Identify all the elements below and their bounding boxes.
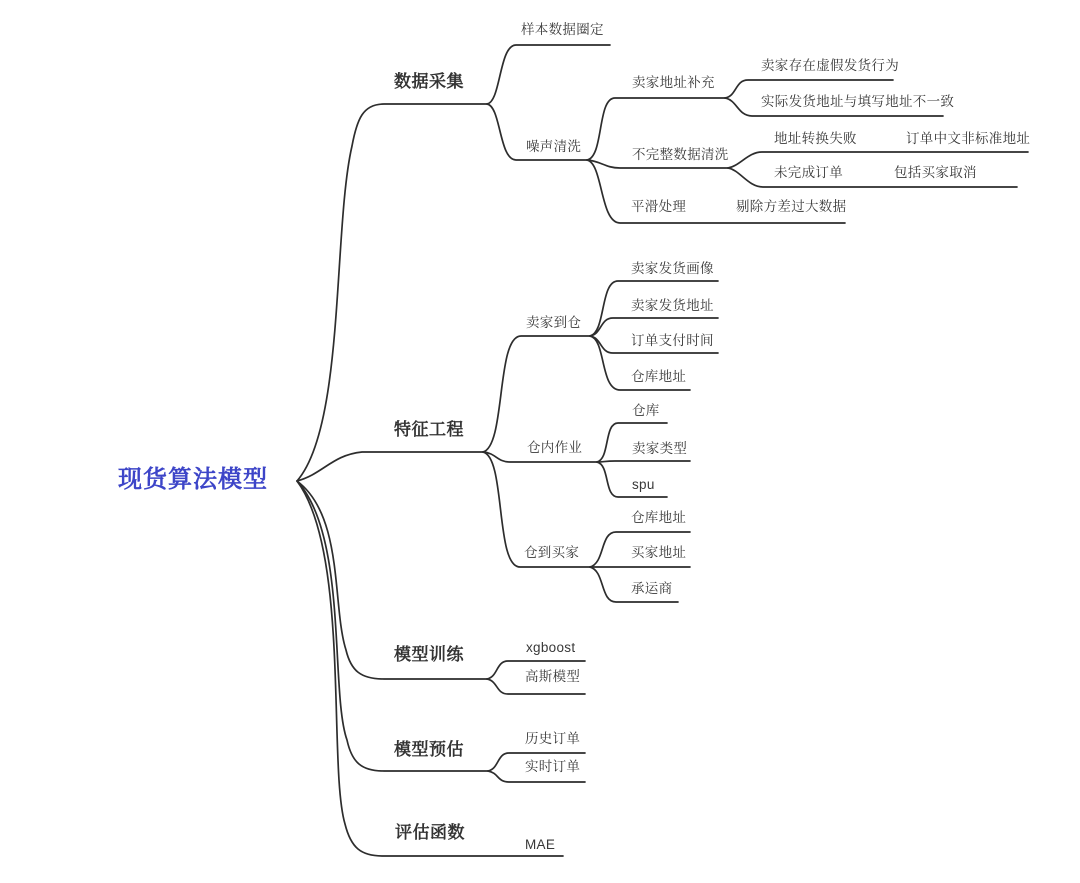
node-seller-type[interactable]: 卖家类型 <box>632 441 688 456</box>
node-gaussian-model[interactable]: 高斯模型 <box>525 669 581 684</box>
node-in-warehouse-operations[interactable]: 仓内作业 <box>527 440 583 455</box>
edge-seller-to-warehouse <box>483 336 590 452</box>
node-warehouse-to-buyer[interactable]: 仓到买家 <box>524 545 580 560</box>
node-seller-to-warehouse[interactable]: 卖家到仓 <box>526 315 582 330</box>
node-smoothing[interactable]: 平滑处理 <box>631 199 687 214</box>
node-nonstandard-chinese-address[interactable]: 订单中文非标准地址 <box>906 131 1031 146</box>
node-unfinished-orders[interactable]: 未完成订单 <box>774 165 843 180</box>
edge-root-evaluation-function <box>297 481 563 856</box>
edge-root-feature-engineering <box>297 452 483 481</box>
node-seller-address-supplement[interactable]: 卖家地址补充 <box>632 75 715 90</box>
node-root[interactable]: 现货算法模型 <box>118 466 268 493</box>
node-warehouse-address-2[interactable]: 仓库地址 <box>631 510 687 525</box>
node-feature-engineering[interactable]: 特征工程 <box>394 420 464 439</box>
node-seller-shipping-profile[interactable]: 卖家发货画像 <box>631 261 714 276</box>
node-realtime-orders[interactable]: 实时订单 <box>525 759 581 774</box>
node-sample-data-scoping[interactable]: 样本数据圈定 <box>521 22 604 37</box>
node-order-payment-time[interactable]: 订单支付时间 <box>631 333 714 348</box>
node-seller-shipping-address[interactable]: 卖家发货地址 <box>631 298 714 313</box>
node-warehouse-address-1[interactable]: 仓库地址 <box>631 369 687 384</box>
node-incomplete-data-cleaning[interactable]: 不完整数据清洗 <box>632 147 729 162</box>
node-buyer-address[interactable]: 买家地址 <box>631 545 687 560</box>
node-model-prediction[interactable]: 模型预估 <box>394 740 464 759</box>
edge-address-conversion-failure <box>728 152 1028 168</box>
node-mae[interactable]: MAE <box>525 837 556 852</box>
node-address-mismatch[interactable]: 实际发货地址与填写地址不一致 <box>761 94 955 109</box>
node-warehouse[interactable]: 仓库 <box>632 403 660 418</box>
node-fake-shipping-behavior[interactable]: 卖家存在虚假发货行为 <box>761 58 899 73</box>
node-remove-high-variance-data[interactable]: 剔除方差过大数据 <box>736 199 847 214</box>
edge-seller-type <box>597 461 690 462</box>
node-carrier[interactable]: 承运商 <box>631 581 673 596</box>
node-data-collection[interactable]: 数据采集 <box>394 72 464 91</box>
node-model-training[interactable]: 模型训练 <box>394 645 464 664</box>
node-xgboost[interactable]: xgboost <box>526 640 576 655</box>
node-noise-cleaning[interactable]: 噪声清洗 <box>526 139 582 154</box>
node-evaluation-function[interactable]: 评估函数 <box>395 823 465 842</box>
edge-sample-data-scoping <box>487 45 610 104</box>
node-historical-orders[interactable]: 历史订单 <box>525 731 581 746</box>
node-including-buyer-cancel[interactable]: 包括买家取消 <box>894 165 977 180</box>
node-address-conversion-failure[interactable]: 地址转换失败 <box>774 131 857 146</box>
node-spu[interactable]: spu <box>632 477 655 492</box>
